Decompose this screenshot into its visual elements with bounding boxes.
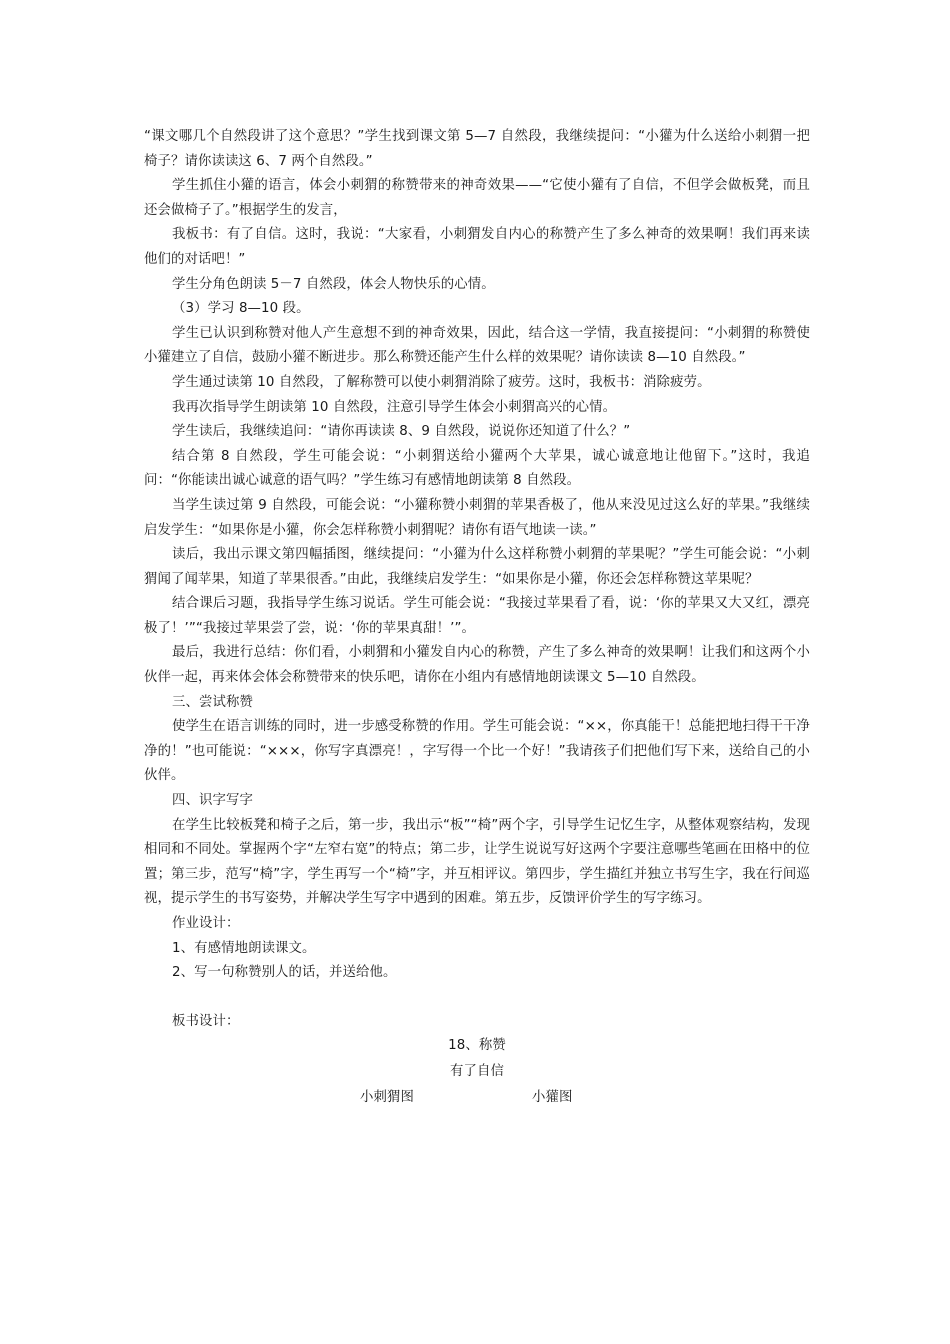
- homework-item: 2、写一句称赞别人的话，并送给他。: [172, 965, 397, 981]
- board-design-heading: 板书设计：: [172, 1013, 240, 1029]
- homework-heading: 作业设计：: [172, 916, 240, 931]
- spacer: [144, 986, 810, 1010]
- board-left-item: 小刺猬图: [360, 1090, 414, 1106]
- paragraph: 学生抓住小獾的语言，体会小刺猬的称赞带来的神奇效果——“它使小獾有了自信，不但学会做板凳，而且还会做椅子了。”根据学生的发言，: [144, 178, 810, 218]
- paragraph: 结合第 8 自然段，学生可能会说：“小刺猬送给小獾两个大苹果，诚心诚意地让他留下。”这时，我追问：“你能读出诚心诚意的语气吗？”学生练习有感情地朗读第 8 自然段。: [144, 448, 810, 489]
- paragraph: 学生已认识到称赞对他人产生意想不到的神奇效果，因此，结合这一学情，我直接提问：“小刺猬的称赞使小獾建立了自信，鼓励小獾不断进步。那么称赞还能产生什么样的效果呢？请你读读 8—10 自然段。”: [144, 325, 810, 366]
- paragraph: 使学生在语言训练的同时，进一步感受称赞的作用。学生可能会说：“××，你真能干！总能把地扫得干干净净的！”也可能说：“×××，你写字真漂亮！，字写得一个比一个好！”我请孩子们把他们写下来，送给自己的小伙伴。: [144, 719, 810, 784]
- paragraph: 在学生比较板凳和椅子之后，第一步，我出示“板”“椅”两个字，引导学生记忆生字，从整体观察结构，发现相同和不同处。掌握两个字“左窄右宽”的特点；第二步，让学生说说写好这两个字要注意哪些笔画在田格中的位置；第三步，范写“椅”字，学生再写一个“椅”字，并互相评议。第四步，学生描红并独立书写生字，我在行间巡视，提示学生的书写姿势，并解决学生写字中遇到的困难。第五步，反馈评价学生的写字练习。: [144, 817, 810, 907]
- paragraph: 学生分角色朗读 5－7 自然段，体会人物快乐的心情。: [172, 276, 495, 292]
- board-line: 有了自信: [450, 1064, 504, 1080]
- paragraph: 最后，我进行总结：你们看，小刺猬和小獾发自内心的称赞，产生了多么神奇的效果啊！让我们和这两个小伙伴一起，再来体会体会称赞带来的快乐吧，请你在小组内有感情地朗读课文 5—10 自然段。: [144, 645, 810, 686]
- board-right-item: 小獾图: [532, 1090, 573, 1106]
- section-heading: 四、识字写字: [172, 793, 253, 809]
- paragraph: 我板书：有了自信。这时，我说：“大家看，小刺猬发自内心的称赞产生了多么神奇的效果啊！我们再来读他们的对话吧！”: [144, 227, 810, 267]
- board-design: [144, 1034, 810, 1114]
- paragraph: 当学生读过第 9 自然段，可能会说：“小獾称赞小刺猬的苹果香极了，他从来没见过这么好的苹果。”我继续启发学生：“如果你是小獾，你会怎样称赞小刺猬呢？请你有语气地读一读。”: [144, 497, 810, 538]
- paragraph: 学生读后，我继续追问：“请你再读读 8、9 自然段，说说你还知道了什么？”: [172, 424, 631, 440]
- board-title: 18、称赞: [448, 1038, 506, 1054]
- paragraph: “课文哪几个自然段讲了这个意思？”学生找到课文第 5—7 自然段，我继续提问：“小獾为什么送给小刺猬一把椅子？请你读读这 6、7 两个自然段。”: [144, 129, 810, 169]
- paragraph: 学生通过读第 10 自然段，了解称赞可以使小刺猬消除了疲劳。这时，我板书：消除疲劳。: [172, 374, 711, 390]
- paragraph: 读后，我出示课文第四幅插图，继续提问：“小獾为什么这样称赞小刺猬的苹果呢？”学生可能会说：“小刺猬闻了闻苹果，知道了苹果很香。”由此，我继续启发学生：“如果你是小獾，你还会怎样称赞这苹果呢？: [144, 547, 810, 587]
- paragraph: 结合课后习题，我指导学生练习说话。学生可能会说：“我接过苹果看了看，说：‘你的苹果又大又红，漂亮极了！’”“我接过苹果尝了尝，说：‘你的苹果真甜！’”。: [144, 596, 810, 636]
- paragraph: 我再次指导学生朗读第 10 自然段，注意引导学生体会小刺猬高兴的心情。: [172, 399, 617, 415]
- section-heading: 三、尝试称赞: [172, 694, 253, 710]
- section-heading: （3）学习 8—10 段。: [172, 301, 310, 317]
- homework-item: 1、有感情地朗读课文。: [172, 940, 316, 956]
- document-body: [144, 125, 810, 1114]
